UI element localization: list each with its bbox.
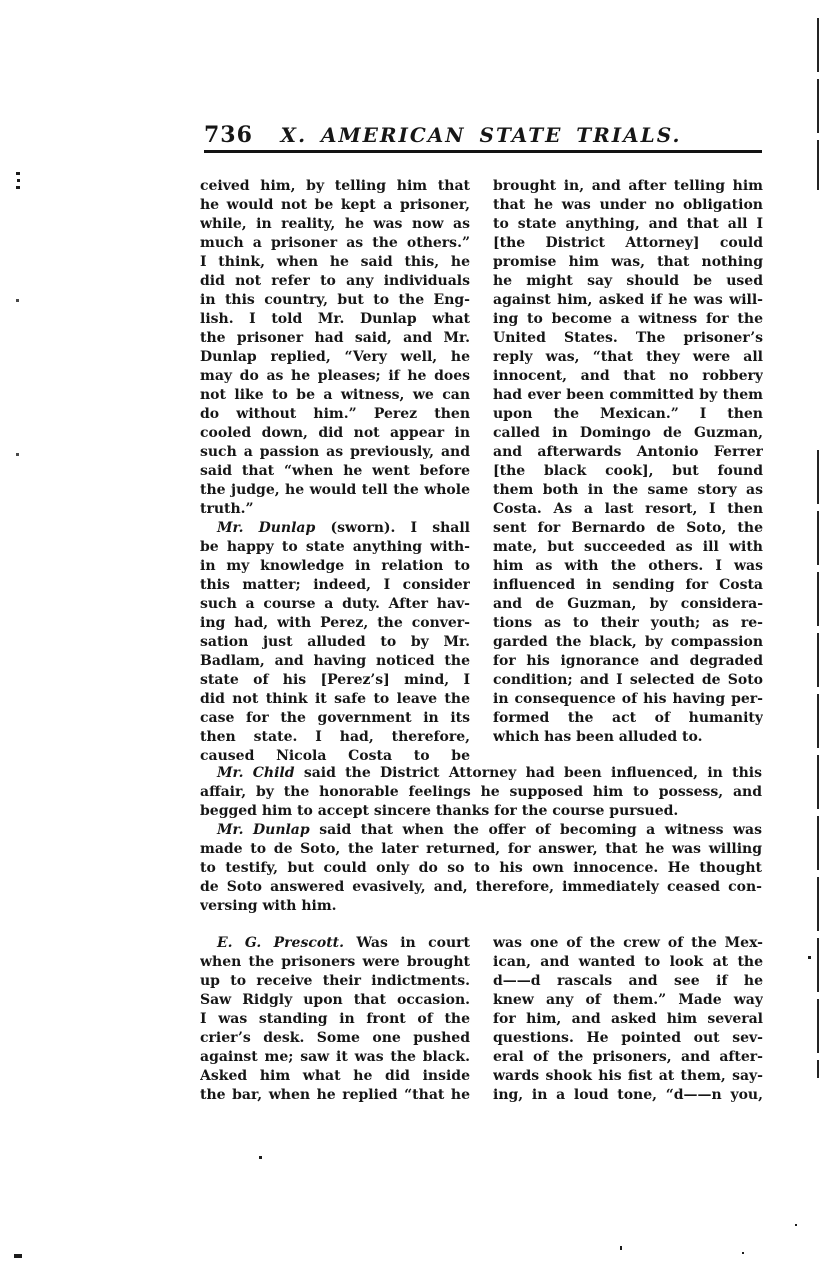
scan-speck-artifact — [620, 1246, 622, 1250]
scan-speck-artifact — [16, 186, 20, 189]
text-line: de Soto answered evasively, and, therefore, immediately ceased con- — [200, 879, 762, 895]
text-line: reply was, “that they were all — [493, 349, 763, 365]
text-line: E. G. Prescott. Was in court — [217, 935, 470, 951]
text-line: Mr. Dunlap (sworn). I shall — [217, 520, 470, 536]
text-line: when the prisoners were brought — [200, 954, 470, 970]
paragraph — [493, 177, 763, 747]
text-line: innocent, and that no robbery — [493, 368, 763, 384]
left-column — [200, 934, 470, 1105]
paragraph — [493, 934, 763, 1105]
text-line: lish. I told Mr. Dunlap what — [200, 311, 470, 327]
speaker-name: E. G. Prescott. — [217, 935, 344, 951]
text-line: upon the Mexican.” I then — [493, 406, 763, 422]
text-line: Dunlap replied, “Very well, he — [200, 349, 470, 365]
speaker-name: Mr. Dunlap — [217, 520, 316, 536]
text-line: state of his [Perez’s] mind, I — [200, 672, 470, 688]
scan-speck-artifact — [16, 299, 19, 302]
text-line: I was standing in front of the — [200, 1011, 470, 1027]
text-line: truth.” — [200, 501, 254, 517]
text-line: he would not be kept a prisoner, — [200, 197, 470, 213]
text-line: then state. I had, therefore, — [200, 729, 470, 745]
paragraph — [200, 177, 470, 519]
text-line: Badlam, and having noticed the — [200, 653, 470, 669]
text-line: to testify, but could only do so to his own innocence. He thought — [200, 860, 762, 876]
text-line: in consequence of his having per- — [493, 691, 763, 707]
text-line: against him, asked if he was will- — [493, 292, 763, 308]
paragraph — [200, 821, 762, 916]
text-line: tions as to their youth; as re- — [493, 615, 763, 631]
text-line: Costa. As a last resort, I then — [493, 501, 763, 517]
scan-speck-artifact — [795, 1224, 797, 1226]
text-line: was one of the crew of the Mex- — [493, 935, 763, 951]
text-line: United States. The prisoner’s — [493, 330, 763, 346]
scan-edge-line-artifact — [817, 450, 819, 1078]
text-line: sent for Bernardo de Soto, the — [493, 520, 763, 536]
text-line: [the black cook], but found — [493, 463, 763, 479]
text-line: had ever been committed by them — [493, 387, 763, 403]
text-line: up to receive their indictments. — [200, 973, 470, 989]
text-line: Saw Ridgly upon that occasion. — [200, 992, 470, 1008]
text-line: much a prisoner as the others.” — [200, 235, 470, 251]
text-line: brought in, and after telling him — [493, 178, 763, 194]
text-line: this matter; indeed, I consider — [200, 577, 470, 593]
text-line: them both in the same story as — [493, 482, 763, 498]
text-line: caused Nicola Costa to be — [200, 748, 470, 764]
text-line: while, in reality, he was now as — [200, 216, 470, 232]
text-line: for him, and asked him several — [493, 1011, 763, 1027]
text-line: wards shook his fist at them, say- — [493, 1068, 763, 1084]
text-line: the prisoner had said, and Mr. — [200, 330, 470, 346]
text-line: ing to become a witness for the — [493, 311, 763, 327]
text-line: formed the act of humanity — [493, 710, 763, 726]
scan-speck-artifact — [16, 453, 19, 456]
text-line: [the District Attorney] could — [493, 235, 763, 251]
text-line: such a passion as previously, and — [200, 444, 470, 460]
text-line: ing had, with Perez, the conver- — [200, 615, 470, 631]
text-line: Asked him what he did inside — [200, 1068, 470, 1084]
text-line: for his ignorance and degraded — [493, 653, 763, 669]
paragraph — [200, 519, 470, 766]
text-line: promise him was, that nothing — [493, 254, 763, 270]
scan-speck-artifact — [14, 1254, 22, 1258]
text-line: d——d rascals and see if he — [493, 973, 763, 989]
text-line: questions. He pointed out sev- — [493, 1030, 763, 1046]
text-line: the bar, when he replied “that he — [200, 1087, 470, 1103]
text-line: and afterwards Antonio Ferrer — [493, 444, 763, 460]
text-line: ican, and wanted to look at the — [493, 954, 763, 970]
text-line: do without him.” Perez then — [200, 406, 470, 422]
text-line: said that “when he went before — [200, 463, 470, 479]
text-line: affair, by the honorable feelings he supposed him to possess, and — [200, 784, 762, 800]
text-line: versing with him. — [200, 898, 337, 914]
text-line: begged him to accept sincere thanks for the course pursued. — [200, 803, 679, 819]
text-line: may do as he pleases; if he does — [200, 368, 470, 384]
paragraph — [200, 764, 762, 821]
text-line: ceived him, by telling him that — [200, 178, 470, 194]
text-line: Mr. Child said the District Attorney had been influenced, in this — [217, 765, 762, 781]
right-column — [493, 177, 763, 766]
text-line: mate, but succeeded as ill with — [493, 539, 763, 555]
scan-speck-artifact — [16, 172, 20, 175]
text-line: sation just alluded to by Mr. — [200, 634, 470, 650]
text-line: influenced in sending for Costa — [493, 577, 763, 593]
text-line: crier’s desk. Some one pushed — [200, 1030, 470, 1046]
text-line: in this country, but to the Eng- — [200, 292, 470, 308]
text-line: be happy to state anything with- — [200, 539, 470, 555]
text-line: condition; and I selected de Soto — [493, 672, 763, 688]
page-number: 736 — [204, 122, 253, 148]
two-column-section-bottom — [200, 934, 763, 1105]
text-line: did not refer to any individuals — [200, 273, 470, 289]
text-line: cooled down, did not appear in — [200, 425, 470, 441]
text-line: against me; saw it was the black. — [200, 1049, 470, 1065]
text-line: not like to be a witness, we can — [200, 387, 470, 403]
text-line: that he was under no obligation — [493, 197, 763, 213]
text-line: such a course a duty. After hav- — [200, 596, 470, 612]
text-line: and de Guzman, by considera- — [493, 596, 763, 612]
running-head-title: X. AMERICAN STATE TRIALS. — [280, 123, 682, 147]
text-line: eral of the prisoners, and after- — [493, 1049, 763, 1065]
two-column-section-top — [200, 177, 763, 766]
right-column — [493, 934, 763, 1105]
text-line: to state anything, and that all I — [493, 216, 763, 232]
text-line: called in Domingo de Guzman, — [493, 425, 763, 441]
scan-edge-line-artifact — [817, 18, 819, 190]
text-line: he might say should be used — [493, 273, 763, 289]
text-line: him as with the others. I was — [493, 558, 763, 574]
text-line: which has been alluded to. — [493, 729, 703, 745]
scan-speck-artifact — [17, 179, 20, 182]
text-line: knew any of them.” Made way — [493, 992, 763, 1008]
text-line: ing, in a loud tone, “d——n you, — [493, 1087, 763, 1103]
text-line: did not think it safe to leave the — [200, 691, 470, 707]
paragraph — [200, 934, 470, 1105]
scan-speck-artifact — [808, 956, 811, 959]
text-line: made to de Soto, the later returned, for answer, that he was willing — [200, 841, 762, 857]
left-column — [200, 177, 470, 766]
text-line: case for the government in its — [200, 710, 470, 726]
text-line: I think, when he said this, he — [200, 254, 470, 270]
text-line: Mr. Dunlap said that when the offer of becoming a witness was — [217, 822, 762, 838]
scan-speck-artifact — [742, 1252, 744, 1254]
header-rule — [204, 150, 762, 153]
text-line: garded the black, by compassion — [493, 634, 763, 650]
scan-speck-artifact — [259, 1156, 262, 1159]
full-width-section — [200, 764, 762, 916]
speaker-name: Mr. Child — [217, 765, 295, 781]
text-line: the judge, he would tell the whole — [200, 482, 470, 498]
speaker-name: Mr. Dunlap — [217, 822, 310, 838]
text-line: in my knowledge in relation to — [200, 558, 470, 574]
